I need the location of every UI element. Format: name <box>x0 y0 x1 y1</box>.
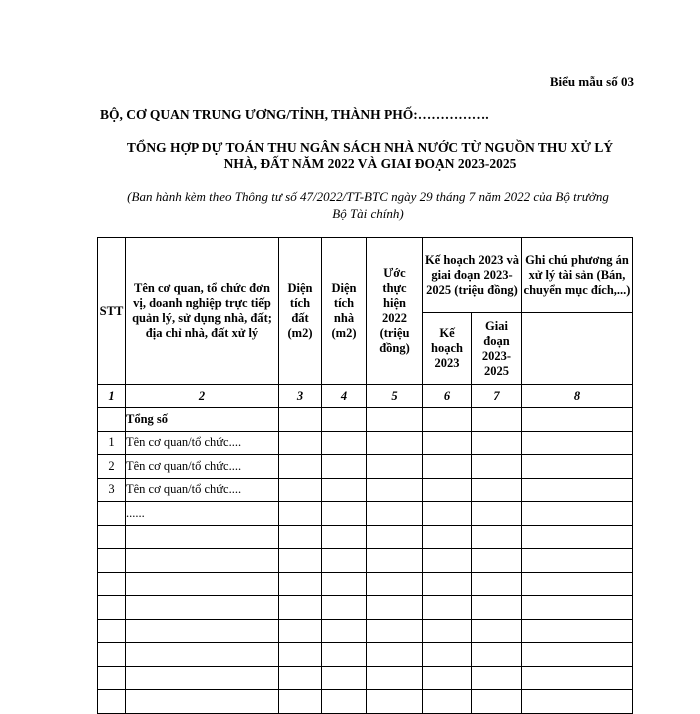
table-row <box>98 619 633 643</box>
ministry-line: BỘ, CƠ QUAN TRUNG ƯƠNG/TỈNH, THÀNH PHỐ:……………. <box>100 107 489 122</box>
table-row <box>98 666 633 690</box>
header-land-area: Diện tích đất (m2) <box>279 238 322 385</box>
row-agency-name <box>126 549 279 573</box>
row-cell <box>322 643 367 667</box>
row-cell <box>472 478 522 502</box>
row-cell <box>423 455 472 479</box>
column-number: 7 <box>472 385 522 408</box>
header-note-empty <box>522 313 633 385</box>
row-stt <box>98 690 126 714</box>
row-agency-name: Tên cơ quan/tổ chức.... <box>126 455 279 479</box>
row-cell <box>367 666 423 690</box>
row-stt: 2 <box>98 455 126 479</box>
row-cell <box>322 478 367 502</box>
row-cell <box>367 431 423 455</box>
form-number: Biểu mẫu số 03 <box>549 74 634 89</box>
row-cell <box>367 408 423 432</box>
row-cell <box>472 572 522 596</box>
row-agency-name <box>126 666 279 690</box>
row-agency-name: Tổng số <box>126 408 279 432</box>
row-cell <box>472 502 522 526</box>
row-cell <box>472 690 522 714</box>
row-cell <box>423 431 472 455</box>
header-house-area: Diện tích nhà (m2) <box>322 238 367 385</box>
row-cell <box>322 690 367 714</box>
row-cell <box>322 619 367 643</box>
row-stt: 3 <box>98 478 126 502</box>
row-cell <box>322 455 367 479</box>
table-row <box>98 643 633 667</box>
row-stt <box>98 666 126 690</box>
column-number: 4 <box>322 385 367 408</box>
header-note: Ghi chú phương án xử lý tài sản (Bán, chuyển mục đích,...) <box>522 238 633 313</box>
row-cell <box>367 690 423 714</box>
row-cell <box>322 408 367 432</box>
row-cell <box>472 619 522 643</box>
row-cell <box>322 549 367 573</box>
table-row <box>98 572 633 596</box>
row-cell <box>472 549 522 573</box>
row-cell <box>367 478 423 502</box>
row-cell <box>367 525 423 549</box>
row-cell <box>472 666 522 690</box>
header-agency: Tên cơ quan, tổ chức đơn vị, doanh nghiệp trực tiếp quản lý, sử dụng nhà, đất; địa chỉ nhà, đất xử lý <box>126 238 279 385</box>
row-cell <box>472 596 522 620</box>
row-cell <box>522 502 633 526</box>
row-stt <box>98 525 126 549</box>
row-cell <box>472 643 522 667</box>
column-number: 6 <box>423 385 472 408</box>
row-stt <box>98 549 126 573</box>
row-cell <box>322 666 367 690</box>
row-cell <box>279 572 322 596</box>
row-agency-name <box>126 572 279 596</box>
row-cell <box>367 643 423 667</box>
row-cell <box>423 643 472 667</box>
row-cell <box>423 666 472 690</box>
header-plan-2023: Kế hoạch 2023 <box>423 313 472 385</box>
row-cell <box>423 502 472 526</box>
row-cell <box>279 525 322 549</box>
budget-table <box>97 237 633 714</box>
row-cell <box>279 455 322 479</box>
row-stt <box>98 502 126 526</box>
row-agency-name <box>126 690 279 714</box>
header-plan-group: Kế hoạch 2023 và giai đoạn 2023-2025 (triệu đồng) <box>423 238 522 313</box>
row-agency-name <box>126 525 279 549</box>
table-row <box>98 525 633 549</box>
row-cell <box>522 431 633 455</box>
row-cell <box>423 619 472 643</box>
row-cell <box>472 431 522 455</box>
row-cell <box>423 549 472 573</box>
header-period: Giai đoạn 2023-2025 <box>472 313 522 385</box>
document-subtitle <box>96 188 640 222</box>
row-cell <box>472 525 522 549</box>
row-agency-name <box>126 619 279 643</box>
table-row <box>98 690 633 714</box>
column-number: 2 <box>126 385 279 408</box>
row-cell <box>522 478 633 502</box>
row-stt <box>98 619 126 643</box>
row-cell <box>522 596 633 620</box>
row-cell <box>367 572 423 596</box>
row-cell <box>279 408 322 432</box>
row-cell <box>367 596 423 620</box>
row-cell <box>279 666 322 690</box>
row-cell <box>522 408 633 432</box>
row-cell <box>522 572 633 596</box>
column-number: 5 <box>367 385 423 408</box>
header-estimate-2022: Ước thực hiện 2022 (triệu đồng) <box>367 238 423 385</box>
table-row <box>98 549 633 573</box>
row-cell <box>423 690 472 714</box>
column-number: 3 <box>279 385 322 408</box>
row-agency-name <box>126 596 279 620</box>
row-cell <box>279 643 322 667</box>
row-cell <box>279 478 322 502</box>
row-stt <box>98 572 126 596</box>
row-cell <box>279 502 322 526</box>
table-row <box>98 408 633 432</box>
row-cell <box>279 431 322 455</box>
row-agency-name <box>126 643 279 667</box>
row-stt: 1 <box>98 431 126 455</box>
row-cell <box>367 502 423 526</box>
row-cell <box>279 596 322 620</box>
row-cell <box>322 525 367 549</box>
subtitle-line-2: Bộ Tài chính) <box>332 206 404 221</box>
table-row <box>98 478 633 502</box>
column-number: 1 <box>98 385 126 408</box>
table-row <box>98 502 633 526</box>
row-cell <box>522 690 633 714</box>
row-cell <box>367 549 423 573</box>
header-stt: STT <box>98 238 126 385</box>
row-agency-name: Tên cơ quan/tổ chức.... <box>126 478 279 502</box>
row-stt <box>98 596 126 620</box>
row-cell <box>322 572 367 596</box>
row-stt <box>98 643 126 667</box>
table-row <box>98 431 633 455</box>
row-cell <box>322 596 367 620</box>
row-cell <box>367 619 423 643</box>
column-number: 8 <box>522 385 633 408</box>
row-cell <box>522 549 633 573</box>
row-cell <box>279 690 322 714</box>
table-body <box>98 408 633 714</box>
row-cell <box>279 549 322 573</box>
row-cell <box>522 525 633 549</box>
row-cell <box>423 525 472 549</box>
row-cell <box>522 619 633 643</box>
row-cell <box>423 408 472 432</box>
row-cell <box>322 502 367 526</box>
row-cell <box>367 455 423 479</box>
row-agency-name: ...... <box>126 502 279 526</box>
row-cell <box>423 478 472 502</box>
row-cell <box>423 596 472 620</box>
row-cell <box>423 572 472 596</box>
row-cell <box>472 455 522 479</box>
document-title <box>100 140 640 172</box>
table-row <box>98 596 633 620</box>
row-cell <box>522 666 633 690</box>
row-cell <box>472 408 522 432</box>
row-cell <box>279 619 322 643</box>
column-number-row <box>98 385 633 408</box>
title-line-2: NHÀ, ĐẤT NĂM 2022 VÀ GIAI ĐOẠN 2023-2025 <box>223 156 517 171</box>
row-agency-name: Tên cơ quan/tổ chức.... <box>126 431 279 455</box>
row-cell <box>522 455 633 479</box>
subtitle-line-1: (Ban hành kèm theo Thông tư số 47/2022/TT-BTC ngày 29 tháng 7 năm 2022 của Bộ trưởng <box>127 189 609 204</box>
row-cell <box>522 643 633 667</box>
row-cell <box>322 431 367 455</box>
title-line-1: TỔNG HỢP DỰ TOÁN THU NGÂN SÁCH NHÀ NƯỚC TỪ NGUỒN THU XỬ LÝ <box>126 140 614 155</box>
table-row <box>98 455 633 479</box>
row-stt <box>98 408 126 432</box>
